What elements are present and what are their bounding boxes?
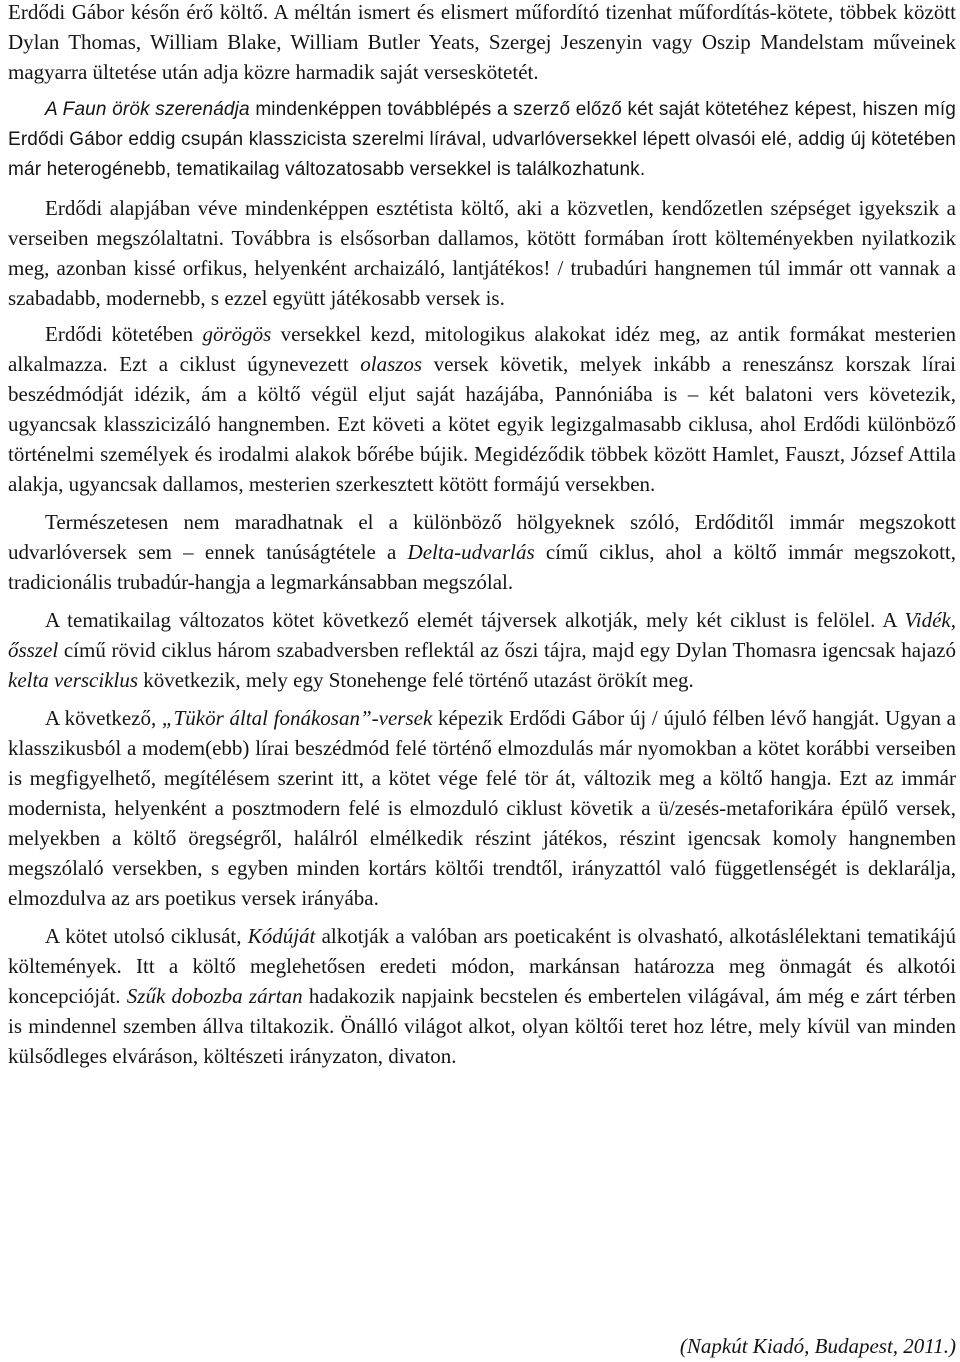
italic-title: Vidék, ősszel [8,608,956,662]
paragraph-3 [8,193,956,313]
text-run: című rövid ciklus három szabadversben reflektál az őszi tájra, majd egy Dylan Thomasra igencsak hajazó [58,638,956,662]
paragraph-7 [8,703,956,913]
italic-title: Delta-udvarlás [407,540,535,564]
text-run: című ciklus, ahol a költő immár megszokott, tradicionális trubadúr-hangja a legmarkánsabban megszólal. [8,540,956,594]
italic-title: A Faun örök szerenádja [45,99,250,120]
text-run: A következő, [45,706,162,730]
italic-title: Kódúját [247,924,316,948]
text-run: Erdődi kötetében [45,322,203,346]
text-run: versekkel kezd, mitologikus alakokat idéz meg, az antik formákat mesterien alkalmazza. Ezt a ciklust úgynevezett [8,322,956,376]
text-run: képezik Erdődi Gábor új / újuló félben lévő hangját. Ugyan a klasszikusból a modem(ebb) lírai beszédmód felé történő elmozdulás már nyomokban a kötet korábbi verseiben is megfigyelhető, megítélésem szerint itt, a kötet vége felé tör át, változik meg a költő hangja. Ezt az immár modernista, helyenként a posztmodern felé is elmozduló ciklust követik a ü/zesés-metaforikára épülő versek, melyekben a költő öregségről, halálról elmélkedik részint játékos, részint igencsak komoly hangnemben megszólaló versekben, s egyben minden kortárs költői trendtől, irányzattól való függetlenségét is deklarálja, elmozdulva az ars poetikus versek irányába. [8,706,956,910]
text-run: A kötet utolsó ciklusát, [45,924,248,948]
italic-title: „Tükör által fonákosan”-versek [161,706,433,730]
paragraph-5 [8,507,956,597]
italic-title: kelta versciklus [8,668,139,692]
text-run: Természetesen nem maradhatnak el a különböző hölgyeknek szóló, Erdőditől immár megszokott udvarlóversek sem – ennek tanúságtétele a [8,510,956,564]
paragraph-6 [8,605,956,695]
text-run: A tematikailag változatos kötet következő elemét tájversek alkotják, mely két ciklust is felölel. A [45,608,905,632]
paragraph-8 [8,921,956,1071]
text-run: versek követik, melyek inkább a reneszánsz korszak lírai beszédmódját idézik, ám a költő végül eljut saját hazájába, Pannóniába is – két balatoni vers követezik, ugyancsak klasszicizáló hangnemben. Ezt követi a kötet egyik legizgalmasabb ciklusa, ahol Erdődi különböző történelmi személyek és irodalmi alakok bőrébe bújik. Megidéződik többek között Hamlet, Fauszt, József Attila alakja, ugyancsak dallamos, mesterien szerkesztett kötött formájú versekben. [8,352,956,496]
text-run: Erdődi Gábor későn érő költő. A méltán ismert és elismert műfordító tizenhat műfordítás-kötete, többek között Dylan Thomas, William Blake, William Butler Yeats, Szergej Jeszenyin vagy Oszip Mandelstam műveinek magyarra ültetése után adja közre harmadik saját verseskötetét. [8,0,956,84]
italic-title: Szűk dobozba zártan [126,984,303,1008]
publisher-source: (Napkút Kiadó, Budapest, 2011.) [679,1334,956,1358]
italic-title: görögös [202,322,272,346]
text-run: alkotják a valóban ars poeticaként is olvasható, alkotáslélektani tematikájú költemények. Itt a költő meglehetősen eredeti módon, markánsan határozza meg önmagát és alkotói koncepcióját. [8,924,956,1008]
text-run: mindenképpen továbblépés a szerző előző két saját kötetéhez képest, hiszen míg Erdődi Gábor eddig csupán klasszicista szerelmi lírával, udvarlóversekkel lépett olvasói elé, addig új kötetében már heterogénebb, tematikailag változatosabb versekkel is találkozhatunk. [8,99,956,180]
review-article [8,0,956,1071]
text-run: Erdődi alapjában véve mindenképpen esztétista költő, aki a közvetlen, kendőzetlen szépséget igyekszik a verseiben megszólaltatni. Továbbra is elsősorban dallamos, kötött formában írott költeményekben nyilatkozik meg, azonban kissé orfikus, helyenként archaizáló, lantjátékos! / trubadúri hangnemen túl immár ott vannak a szabadabb, modernebb, s ezzel együtt játékosabb versek is. [8,196,956,310]
italic-title: olaszos [360,352,423,376]
paragraph-4 [8,319,956,499]
paragraph-1 [8,0,956,87]
paragraph-2 [8,95,956,185]
text-run: hadakozik napjaink becstelen és embertelen világával, ám még e zárt térben is mindennel szemben állva tiltakozik. Önálló világot alkot, olyan költői teret hoz létre, mely kívül van minden külsődleges elváráson, költészeti irányzaton, divaton. [8,984,956,1068]
text-run: következik, mely egy Stonehenge felé történő utazást örökít meg. [138,668,694,692]
